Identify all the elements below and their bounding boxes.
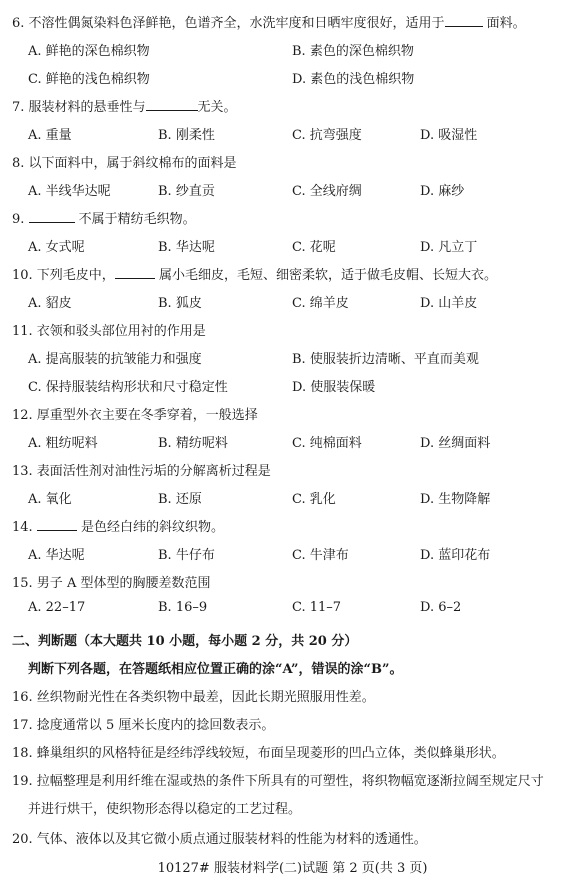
option-c: C. 保持服装结构形状和尺寸稳定性 [28,380,228,395]
question-text: 8. 以下面料中，属于斜纹棉布的面料是 [12,156,237,171]
option-c: C. 全线府绸 [292,184,362,199]
question-6 [12,12,577,31]
option-c: C. 牛津布 [292,548,349,563]
option-b: B. 刚柔性 [158,128,215,143]
option-d: D. 山羊皮 [420,296,478,311]
option-a: A. 22–17 [28,600,86,615]
question-text: 7. 服装材料的悬垂性与 [12,100,146,115]
answer-blank [146,98,198,111]
question-text-end: 无关。 [197,100,237,115]
options-row [28,600,578,618]
question-14 [12,516,577,535]
option-c: C. 纯棉面料 [292,436,362,451]
option-b: B. 华达呢 [158,240,215,255]
option-b: B. 精纺呢料 [158,436,228,451]
question-12 [12,404,577,423]
option-a: A. 貂皮 [28,296,72,311]
question-7 [12,96,577,115]
question-text: 10. 下列毛皮中， [12,268,115,283]
option-a: A. 鲜艳的深色棉织物 [28,44,150,59]
options-row [28,68,578,86]
options-row [28,40,578,58]
option-a: A. 粗纺呢料 [28,436,98,451]
option-c: C. 11–7 [292,600,342,615]
options-row [28,236,578,254]
option-c: C. 乳化 [292,492,336,507]
option-a: A. 华达呢 [28,548,85,563]
question-8 [12,152,577,171]
answer-blank [445,14,483,27]
question-17: 17. 捻度通常以 5 厘米长度内的捻回数表示。 [12,718,275,733]
options-row [28,488,578,506]
options-row [28,348,578,366]
question-19-continued: 并进行烘干，使织物形态得以稳定的工艺过程。 [28,802,302,817]
question-16: 16. 丝织物耐光性在各类织物中最差，因此长期光照服用性差。 [12,690,375,705]
option-d: D. 生物降解 [420,492,491,507]
question-18: 18. 蜂巢组织的风格特征是经纬浮线较短，布面呈现菱形的凹凸立体，类似蜂巢形状。 [12,746,505,761]
option-a: A. 重量 [28,128,72,143]
question-text-end: 是色经白纬的斜纹织物。 [76,520,224,535]
question-text-end: 属小毛细皮，毛短、细密柔软，适于做毛皮帽、长短大衣。 [154,268,497,283]
options-row [28,292,578,310]
option-d: D. 凡立丁 [420,240,478,255]
option-b: B. 素色的深色棉织物 [292,44,414,59]
options-row [28,432,578,450]
option-d: D. 素色的浅色棉织物 [292,72,415,87]
question-text: 15. 男子 A 型体型的胸腰差数范围 [12,576,211,591]
options-row [28,180,578,198]
section-instruction: 判断下列各题，在答题纸相应位置正确的涂“A”，错误的涂“B”。 [28,662,403,677]
option-c: C. 抗弯强度 [292,128,362,143]
option-d: D. 蓝印花布 [420,548,491,563]
option-c: C. 鲜艳的浅色棉织物 [28,72,150,87]
question-text: 13. 表面活性剂对油性污垢的分解离析过程是 [12,464,271,479]
question-11 [12,320,577,339]
question-15 [12,572,577,591]
options-row [28,376,578,394]
option-a: A. 提高服装的抗皱能力和强度 [28,352,202,367]
section-title: 二、判断题（本大题共 10 小题，每小题 2 分，共 20 分） [12,634,358,649]
question-10 [12,264,577,283]
option-d: D. 丝绸面料 [420,436,491,451]
option-d: D. 吸湿性 [420,128,478,143]
option-b: B. 还原 [158,492,202,507]
question-text: 14. [12,520,37,535]
question-text-end: 不属于精纺毛织物。 [74,212,196,227]
question-text-end: 面料。 [482,16,526,31]
option-a: A. 女式呢 [28,240,85,255]
page-footer: 10127# 服装材料学(二)试题 第 2 页(共 3 页) [157,861,428,876]
question-19: 19. 拉幅整理是利用纤维在湿或热的条件下所具有的可塑性，将织物幅宽逐渐拉阔至规定尺寸 [12,774,544,789]
question-9 [12,208,577,227]
option-c: C. 绵羊皮 [292,296,349,311]
option-b: B. 使服装折边清晰、平直而美观 [292,352,479,367]
option-b: B. 纱直贡 [158,184,215,199]
options-row [28,124,578,142]
options-row [28,544,578,562]
option-b: B. 16–9 [158,600,208,615]
question-text: 6. 不溶性偶氮染料色泽鲜艳，色谱齐全，水洗牢度和日晒牢度很好，适用于 [12,16,445,31]
answer-blank [115,266,155,279]
option-d: D. 使服装保暖 [292,380,376,395]
question-text: 12. 厚重型外衣主要在冬季穿着，一般选择 [12,408,258,423]
question-20: 20. 气体、液体以及其它微小质点通过服装材料的性能为材料的透通性。 [12,832,427,847]
question-13 [12,460,577,479]
question-text: 11. 衣领和驳头部位用衬的作用是 [12,324,206,339]
option-c: C. 花呢 [292,240,336,255]
answer-blank [37,518,77,531]
answer-blank [29,210,75,223]
option-b: B. 狐皮 [158,296,202,311]
option-b: B. 牛仔布 [158,548,215,563]
question-text: 9. [12,212,29,227]
option-d: D. 6–2 [420,600,462,615]
option-a: A. 氧化 [28,492,72,507]
option-a: A. 半线华达呢 [28,184,111,199]
option-d: D. 麻纱 [420,184,465,199]
